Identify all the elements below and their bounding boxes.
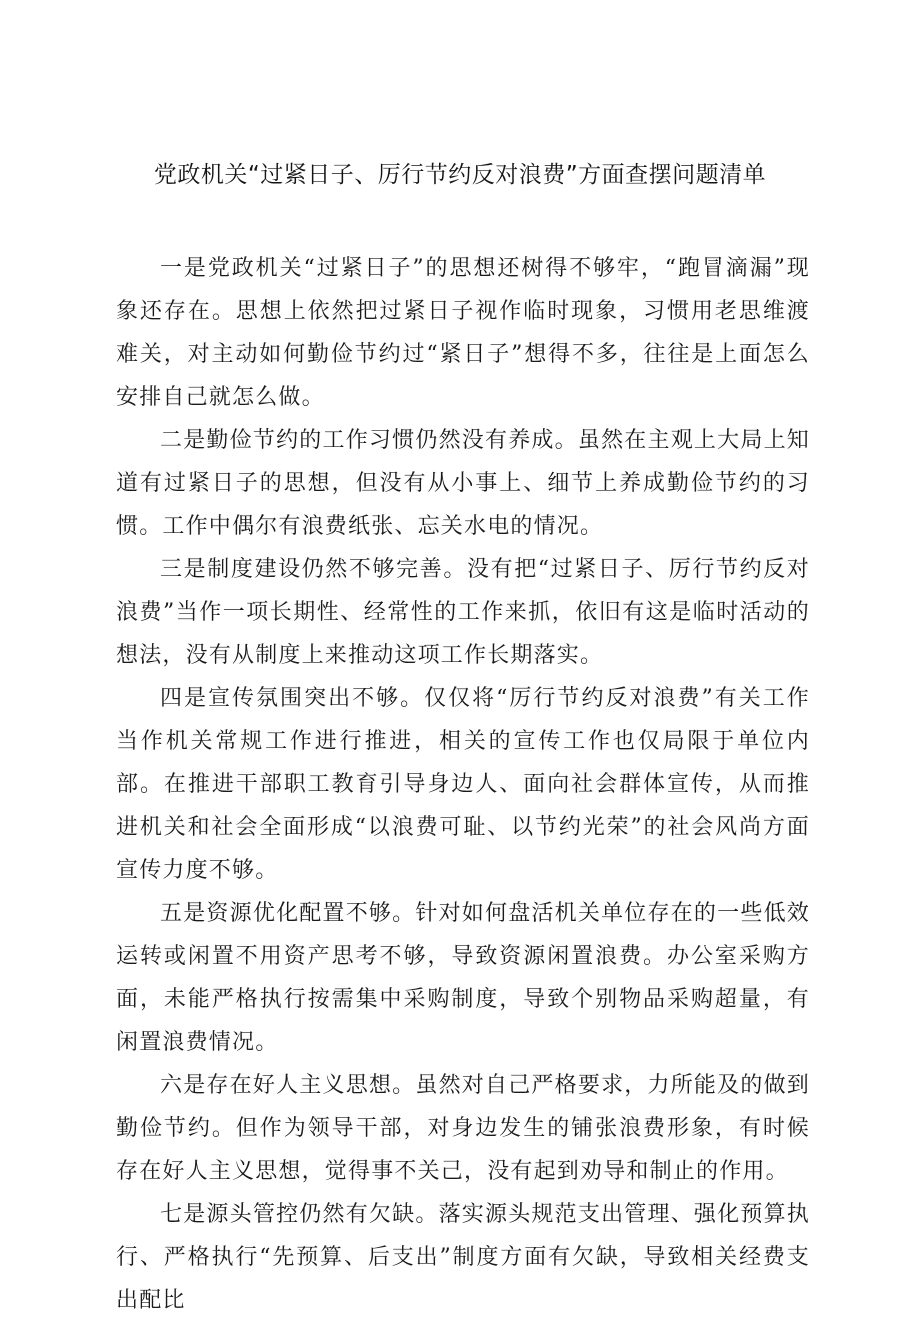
paragraph-2: 二是勤俭节约的工作习惯仍然没有养成。虽然在主观上大局上知道有过紧日子的思想，但没有从小事上、细节上养成勤俭节约的习惯。工作中偶尔有浪费纸张、忘关水电的情况。 (116, 428, 810, 539)
paragraph-6: 六是存在好人主义思想。虽然对自己严格要求，力所能及的做到勤俭节约。但作为领导干部，对身边发生的铺张浪费形象，有时候存在好人主义思想，觉得事不关己，没有起到劝导和制止的作用。 (116, 1073, 810, 1184)
paragraph-4: 四是宣传氛围突出不够。仅仅将“厉行节约反对浪费”有关工作当作机关常规工作进行推进，相关的宣传工作也仅局限于单位内部。在推进干部职工教育引导身边人、面向社会群体宣传，从而推进机关和社会全面形成“以浪费可耻、以节约光荣”的社会风尚方面宣传力度不够。 (116, 686, 810, 883)
document-body (116, 247, 810, 1322)
paragraph-5: 五是资源优化配置不够。针对如何盘活机关单位存在的一些低效运转或闲置不用资产思考不够，导致资源闲置浪费。办公室采购方面，未能严格执行按需集中采购制度，导致个别物品采购超量，有闲置浪费情况。 (116, 901, 810, 1055)
paragraph-3: 三是制度建设仍然不够完善。没有把“过紧日子、厉行节约反对浪费”当作一项长期性、经常性的工作来抓，依旧有这是临时活动的想法，没有从制度上来推动这项工作长期落实。 (116, 557, 810, 668)
paragraph-7: 七是源头管控仍然有欠缺。落实源头规范支出管理、强化预算执行、严格执行“先预算、后支出”制度方面有欠缺，导致相关经费支出配比 (116, 1202, 810, 1313)
document-title: 党政机关“过紧日子、厉行节约反对浪费”方面查摆问题清单 (153, 162, 767, 188)
paragraph-1: 一是党政机关“过紧日子”的思想还树得不够牢，“跑冒滴漏”现象还存在。思想上依然把过紧日子视作临时现象，习惯用老思维渡难关，对主动如何勤俭节约过“紧日子”想得不多，往往是上面怎么安排自己就怎么做。 (116, 256, 810, 410)
